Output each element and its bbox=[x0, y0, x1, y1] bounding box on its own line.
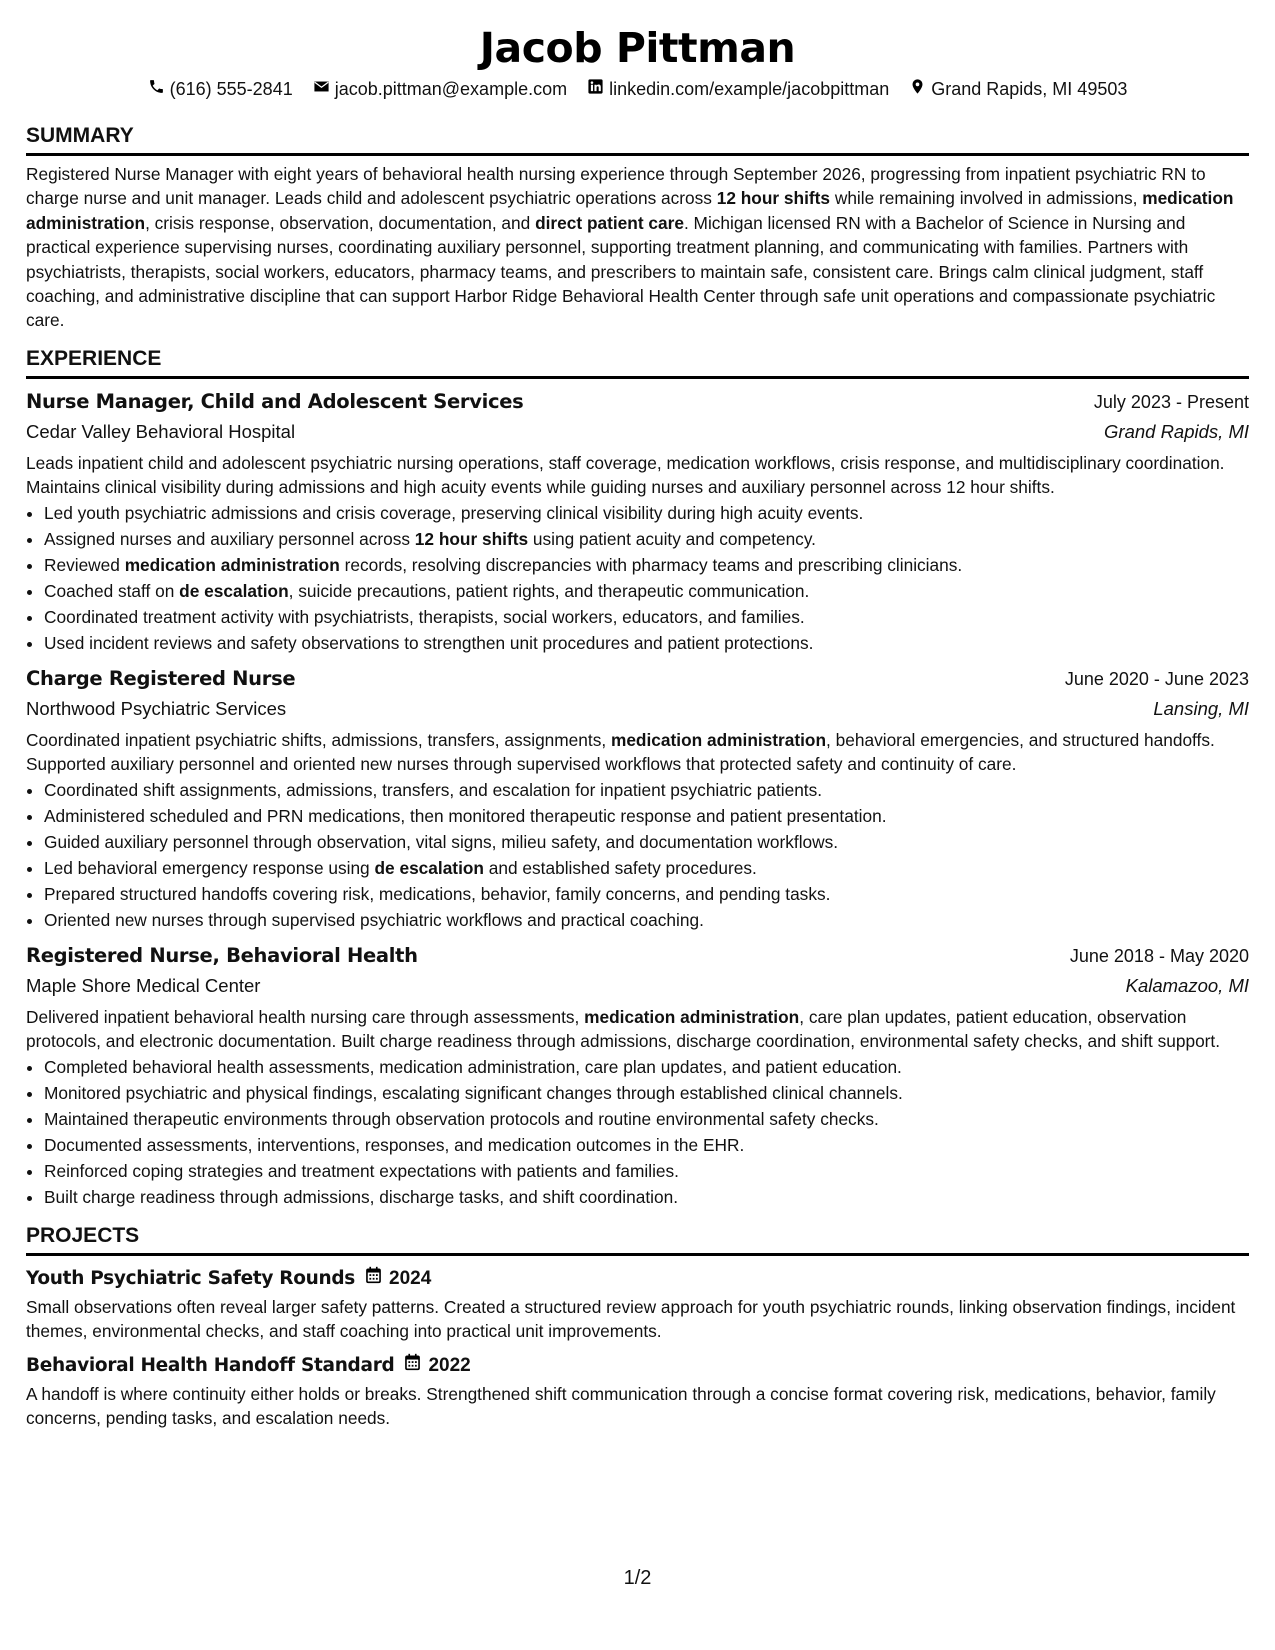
text-segment: Leads inpatient child and adolescent psychiatric nursing operations, staff coverage, medication workflows, crisis response, and multidisciplinary coordination. Maintains clinical visibility during admissions and high acuity events while guiding nurses and auxiliary personnel across 12 hour shifts. bbox=[26, 452, 1225, 497]
project-description: Small observations often reveal larger safety patterns. Created a structured review approach for youth psychiatric rounds, linking observation findings, incident themes, environmental checks, and staff coaching into practical unit improvements. bbox=[26, 1296, 1236, 1341]
highlighted-keyword: 12 hour shifts bbox=[716, 188, 831, 209]
location-text: Grand Rapids, MI 49503 bbox=[931, 79, 1128, 99]
bullet-item bbox=[44, 578, 1249, 604]
project-header bbox=[26, 1264, 1249, 1294]
bullet-item bbox=[44, 1106, 1249, 1132]
resume-page bbox=[26, 0, 1249, 1430]
job-bullets bbox=[26, 777, 1249, 933]
job-header bbox=[26, 387, 1249, 417]
envelope-icon bbox=[313, 76, 330, 102]
highlighted-keyword: medication administration bbox=[26, 188, 1234, 233]
bullet-item bbox=[44, 855, 1249, 881]
bullet-item bbox=[44, 552, 1249, 578]
job-description bbox=[26, 1005, 1249, 1053]
text-segment: , crisis response, observation, documentation, and bbox=[145, 212, 536, 233]
projects-heading: PROJECTS bbox=[26, 1222, 1249, 1256]
job-title: Nurse Manager, Child and Adolescent Services bbox=[26, 389, 524, 413]
text-segment: Led youth psychiatric admissions and crisis coverage, preserving clinical visibility during high acuity events. bbox=[44, 502, 864, 523]
text-segment: Prepared structured handoffs covering risk, medications, behavior, family concerns, and pending tasks. bbox=[44, 883, 831, 904]
project-header bbox=[26, 1351, 1249, 1381]
page-number: 1/2 bbox=[623, 1567, 652, 1589]
job-company: Maple Shore Medical Center bbox=[26, 974, 261, 996]
calendar-icon bbox=[365, 1264, 382, 1294]
text-segment: Guided auxiliary personnel through observation, vital signs, milieu safety, and documentation workflows. bbox=[44, 831, 839, 852]
bullet-item bbox=[44, 1080, 1249, 1106]
bullet-item bbox=[44, 604, 1249, 630]
text-segment: , suicide precautions, patient rights, and therapeutic communication. bbox=[288, 580, 810, 601]
highlighted-keyword: medication administration bbox=[124, 554, 340, 575]
text-segment: Led behavioral emergency response using bbox=[44, 857, 375, 878]
job-title: Registered Nurse, Behavioral Health bbox=[26, 943, 418, 967]
highlighted-keyword: 12 hour shifts bbox=[414, 528, 529, 549]
job-dates: July 2023 - Present bbox=[1093, 391, 1249, 412]
bullet-item bbox=[44, 829, 1249, 855]
text-segment: Coordinated treatment activity with psychiatrists, therapists, social workers, educators, and families. bbox=[44, 606, 805, 627]
project-title: Behavioral Health Handoff Standard bbox=[26, 1354, 395, 1376]
project-year-text: 2022 bbox=[428, 1354, 471, 1376]
bullet-item bbox=[44, 630, 1249, 656]
job-location: Grand Rapids, MI bbox=[1104, 420, 1249, 442]
contact-email[interactable] bbox=[313, 76, 567, 102]
text-segment: records, resolving discrepancies with pharmacy teams and prescribing clinicians. bbox=[339, 554, 963, 575]
candidate-name: Jacob Pittman bbox=[479, 24, 796, 72]
job-subheader bbox=[26, 417, 1249, 447]
text-segment: Coached staff on bbox=[44, 580, 180, 601]
job-description bbox=[26, 451, 1249, 499]
text-segment: Registered Nurse Manager with eight years of behavioral health nursing experience through September 2026, progressing from inpatient psychiatric RN to charge nurse and unit manager. Leads child and adolescent psychiatric operations across bbox=[26, 164, 1206, 209]
highlighted-keyword: de escalation bbox=[179, 580, 289, 601]
linkedin-icon bbox=[587, 76, 604, 102]
text-segment: using patient acuity and competency. bbox=[528, 528, 816, 549]
text-segment: Built charge readiness through admissions, discharge tasks, and shift coordination. bbox=[44, 1186, 678, 1207]
text-segment: . Michigan licensed RN with a Bachelor of Science in Nursing and practical experience supervising nurses, coordinating auxiliary personnel, supporting treatment planning, and communicating with families. Partners with psychiatrists, therapists, social workers, educators, pharmacy teams, and prescribers to maintain safe, consistent care. Brings calm clinical judgment, staff coaching, and administrative discipline that can support Harbor Ridge Behavioral Health Center through safe unit operations and compassionate psychiatric care. bbox=[26, 212, 1216, 331]
text-segment: , behavioral emergencies, and structured handoffs. Supported auxiliary personnel and oriented new nurses through supervised workflows that protected safety and continuity of care. bbox=[26, 729, 1215, 774]
highlighted-keyword: medication administration bbox=[610, 729, 827, 750]
text-segment: Oriented new nurses through supervised psychiatric workflows and practical coaching. bbox=[44, 909, 704, 930]
highlighted-keyword: medication administration bbox=[584, 1006, 800, 1027]
contact-phone bbox=[148, 76, 293, 102]
text-segment: Reviewed bbox=[44, 554, 125, 575]
job-header bbox=[26, 941, 1249, 971]
job-company: Cedar Valley Behavioral Hospital bbox=[26, 420, 296, 442]
text-segment: Reinforced coping strategies and treatment expectations with patients and families. bbox=[44, 1160, 679, 1181]
project-year bbox=[365, 1264, 431, 1294]
text-segment: , care plan updates, patient education, observation protocols, and electronic documentation. Built charge readiness through admissions, discharge coordination, environmental safety checks, and shift support. bbox=[26, 1006, 1221, 1051]
summary-heading: SUMMARY bbox=[26, 122, 1249, 156]
text-segment: Used incident reviews and safety observations to strengthen unit procedures and patient protections. bbox=[44, 632, 814, 653]
job-dates: June 2020 - June 2023 bbox=[1064, 668, 1249, 689]
text-segment: Coordinated shift assignments, admissions, transfers, and escalation for inpatient psychiatric patients. bbox=[44, 779, 823, 800]
linkedin-link[interactable]: linkedin.com/example/jacobpittman bbox=[609, 79, 890, 99]
bullet-item bbox=[44, 500, 1249, 526]
job-entry bbox=[26, 664, 1249, 933]
phone-icon bbox=[148, 76, 165, 102]
text-segment: Documented assessments, interventions, responses, and medication outcomes in the EHR. bbox=[44, 1134, 745, 1155]
text-segment: Delivered inpatient behavioral health nursing care through assessments, bbox=[26, 1006, 585, 1027]
project-entry bbox=[26, 1264, 1249, 1343]
text-segment: Monitored psychiatric and physical findings, escalating significant changes through established clinical channels. bbox=[44, 1082, 903, 1103]
job-entry bbox=[26, 387, 1249, 656]
job-location: Kalamazoo, MI bbox=[1125, 974, 1249, 996]
text-segment: Coordinated inpatient psychiatric shifts, admissions, transfers, assignments, bbox=[26, 729, 611, 750]
project-year-text: 2024 bbox=[389, 1267, 432, 1289]
map-pin-icon bbox=[909, 76, 926, 102]
highlighted-keyword: direct patient care bbox=[535, 212, 684, 233]
job-bullets bbox=[26, 500, 1249, 656]
contact-location bbox=[909, 76, 1127, 102]
experience-heading: EXPERIENCE bbox=[26, 345, 1249, 379]
bullet-item bbox=[44, 803, 1249, 829]
text-segment: Maintained therapeutic environments through observation protocols and routine environmental safety checks. bbox=[44, 1108, 879, 1129]
bullet-item bbox=[44, 1158, 1249, 1184]
project-entry bbox=[26, 1351, 1249, 1430]
job-bullets bbox=[26, 1054, 1249, 1210]
job-subheader bbox=[26, 971, 1249, 1001]
bullet-item bbox=[44, 1184, 1249, 1210]
contact-bar bbox=[26, 76, 1249, 102]
bullet-item bbox=[44, 526, 1249, 552]
bullet-item bbox=[44, 907, 1249, 933]
project-title: Youth Psychiatric Safety Rounds bbox=[26, 1267, 356, 1289]
text-segment: Administered scheduled and PRN medications, then monitored therapeutic response and patient presentation. bbox=[44, 805, 887, 826]
bullet-item bbox=[44, 777, 1249, 803]
job-location: Lansing, MI bbox=[1153, 697, 1249, 719]
job-entry bbox=[26, 941, 1249, 1210]
calendar-icon bbox=[404, 1351, 421, 1381]
job-header bbox=[26, 664, 1249, 694]
contact-linkedin[interactable] bbox=[587, 76, 889, 102]
highlighted-keyword: de escalation bbox=[374, 857, 484, 878]
summary-text bbox=[26, 162, 1249, 333]
phone-text: (616) 555-2841 bbox=[169, 79, 293, 99]
email-link[interactable]: jacob.pittman@example.com bbox=[334, 79, 568, 99]
job-company: Northwood Psychiatric Services bbox=[26, 697, 287, 719]
text-segment: while remaining involved in admissions, bbox=[830, 188, 1143, 209]
project-year bbox=[404, 1351, 470, 1381]
job-title: Charge Registered Nurse bbox=[26, 666, 296, 690]
bullet-item bbox=[44, 881, 1249, 907]
text-segment: Assigned nurses and auxiliary personnel across bbox=[44, 528, 415, 549]
job-description bbox=[26, 728, 1249, 776]
job-subheader bbox=[26, 694, 1249, 724]
project-description: A handoff is where continuity either holds or breaks. Strengthened shift communication through a concise format covering risk, medications, behavior, family concerns, pending tasks, and escalation needs. bbox=[26, 1383, 1216, 1428]
job-dates: June 2018 - May 2020 bbox=[1069, 945, 1249, 966]
bullet-item bbox=[44, 1054, 1249, 1080]
bullet-item bbox=[44, 1132, 1249, 1158]
text-segment: and established safety procedures. bbox=[483, 857, 757, 878]
text-segment: Completed behavioral health assessments, medication administration, care plan updates, and patient education. bbox=[44, 1056, 902, 1077]
